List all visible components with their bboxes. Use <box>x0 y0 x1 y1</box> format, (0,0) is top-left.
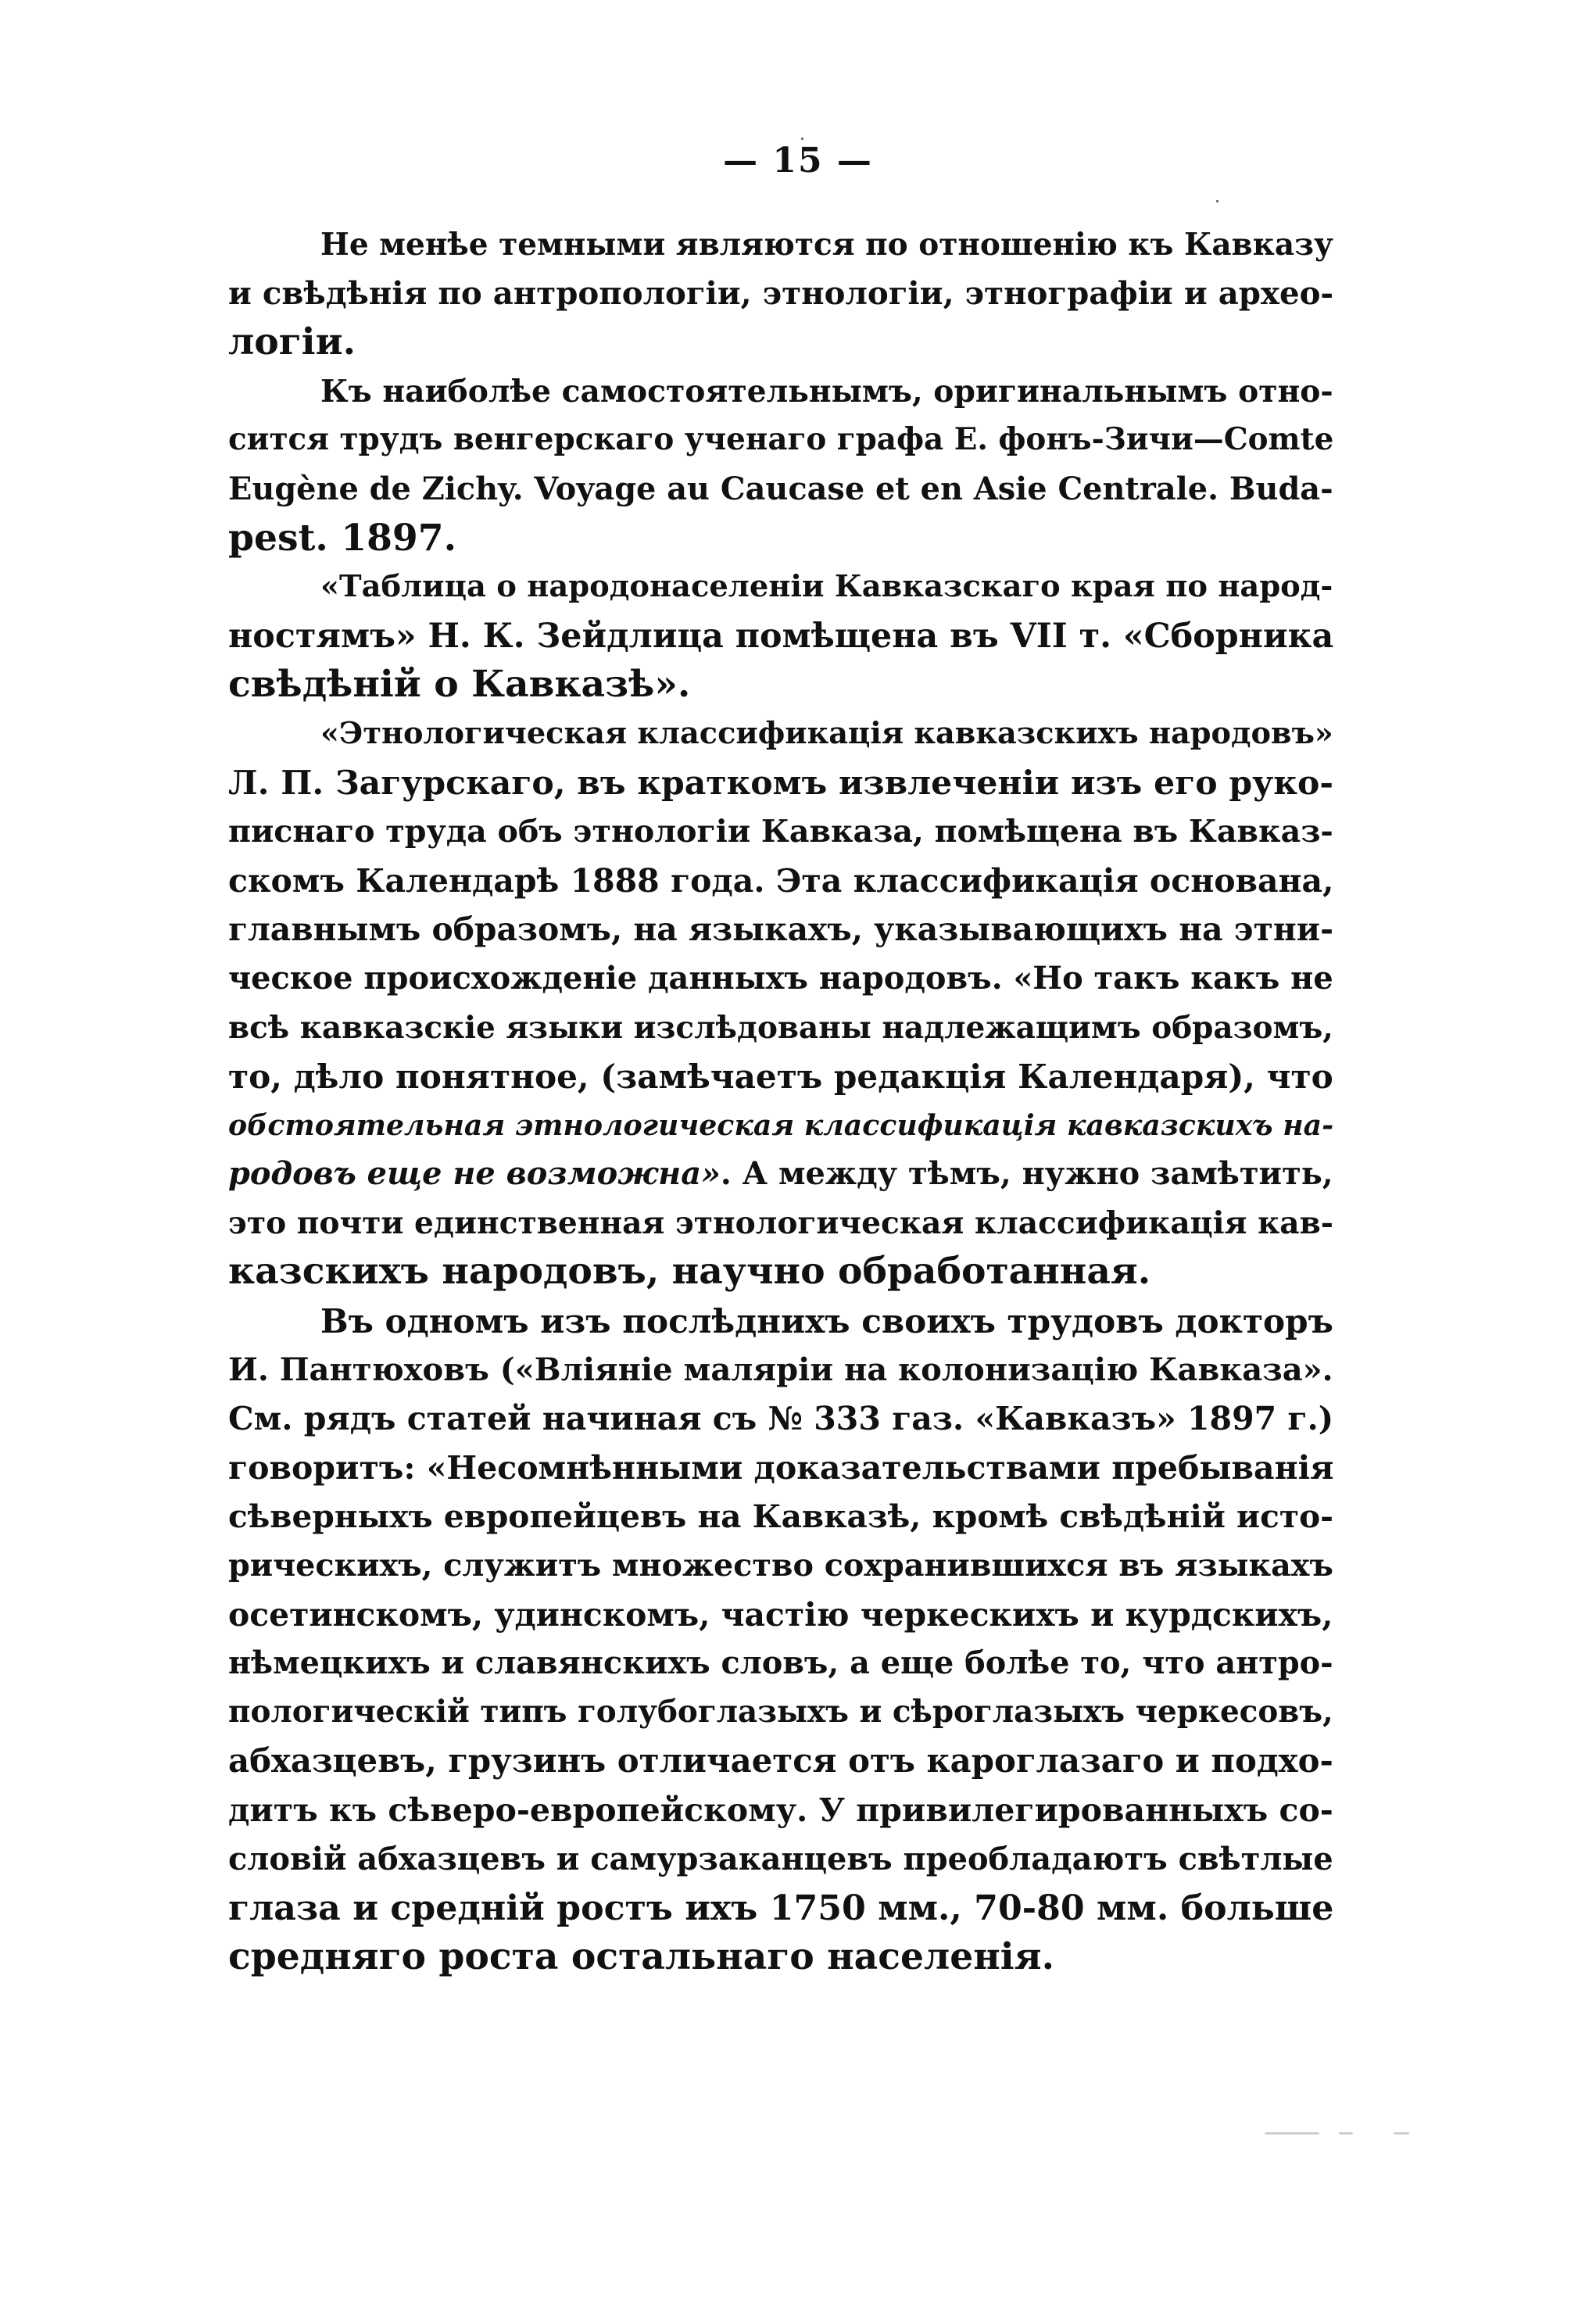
scan-mark <box>1394 2132 1409 2135</box>
text-line: Въ одномъ изъ послѣднихъ своихъ трудовъ докторъ <box>320 1301 1333 1341</box>
text-line: pest. 1897. <box>228 516 456 560</box>
text-line: «Таблица о народонаселеніи Кавказскаго края по народ- <box>320 569 1333 605</box>
body-text <box>228 220 1333 1981</box>
text-line: Къ наиболѣе самостоятельнымъ, оригинальнымъ отно- <box>320 373 1333 410</box>
text-line: главнымъ образомъ, на языкахъ, указывающихъ на этни- <box>228 911 1334 949</box>
text-line: сѣверныхъ европейцевъ на Кавказѣ, кромѣ свѣдѣній исто- <box>228 1498 1334 1536</box>
text-line: сится трудъ венгерскаго ученаго графа Е. фонъ-Зичи—Comte <box>228 422 1334 458</box>
italic-quote-line: обстоятельная этнологическая классификація кавказскихъ на- <box>228 1108 1334 1142</box>
italic-quote-fragment: родовъ еще не возможна» <box>228 1156 721 1193</box>
text-line: ческое происхожденіе данныхъ народовъ. «Но такъ какъ не <box>228 960 1333 997</box>
text-line: писнаго труда объ этнологіи Кавказа, помѣщена въ Кавказ- <box>228 814 1333 850</box>
text-fragment: . А между тѣмъ, нужно замѣтить, <box>720 1156 1333 1193</box>
text-line: то, дѣло понятное, (замѣчаетъ редакція Календаря), что <box>228 1057 1333 1097</box>
paragraph-5 <box>228 1297 1333 1981</box>
text-line: рическихъ, служитъ множество сохранившихся въ языкахъ <box>228 1548 1333 1584</box>
text-line: свѣдѣній о Кавказѣ». <box>228 663 691 707</box>
text-line: средняго роста остальнаго населенія. <box>228 1934 1055 1978</box>
scan-mark <box>1339 2132 1353 2135</box>
print-speck <box>1216 200 1218 202</box>
text-line: всѣ кавказскіе языки изслѣдованы надлежащимъ образомъ, <box>228 1009 1333 1046</box>
paragraph-1 <box>228 220 1333 367</box>
text-line: глаза и средній ростъ ихъ 1750 мм., 70-80 мм. больше <box>228 1888 1334 1929</box>
mixed-quote-line <box>228 1150 1333 1199</box>
text-line: абхазцевъ, грузинъ отличается отъ кароглазаго и подхо- <box>228 1741 1333 1781</box>
text-line: казскихъ народовъ, научно обработанная. <box>228 1250 1151 1294</box>
text-line: и свѣдѣнія по антропологіи, этнологіи, этнографіи и архео- <box>228 274 1334 312</box>
text-line: См. рядъ статей начиная съ № 333 газ. «Кавказъ» 1897 г.) <box>228 1400 1334 1438</box>
text-line: Не менѣе темными являются по отношенію къ Кавказу <box>320 227 1333 263</box>
print-speck <box>801 138 803 140</box>
scan-marks <box>1265 2132 1421 2137</box>
page-number: — 15 — <box>723 141 873 181</box>
text-line: осетинскомъ, удинскомъ, частію черкескихъ и курдскихъ, <box>228 1595 1333 1634</box>
scan-mark <box>1265 2132 1319 2135</box>
text-line: пологическій типъ голубоглазыхъ и сѣроглазыхъ черкесовъ, <box>228 1694 1333 1730</box>
paragraph-4 <box>228 710 1333 1297</box>
text-line: нѣмецкихъ и славянскихъ словъ, а еще болѣе то, что антро- <box>228 1645 1333 1682</box>
text-line: это почти единственная этнологическая классификація кав- <box>228 1204 1334 1241</box>
text-line: скомъ Календарѣ 1888 года. Эта классификація основана, <box>228 861 1334 900</box>
text-line: словій абхазцевъ и самурзаканцевъ преобладаютъ свѣтлые <box>228 1841 1333 1877</box>
paragraph-2 <box>228 367 1333 563</box>
text-line: Eugène de Zichy. Voyage au Caucase et en Asie Centrale. Buda- <box>228 471 1333 507</box>
text-line: говоритъ: «Несомнѣнными доказательствами пребыванія <box>228 1448 1334 1487</box>
text-line: логіи. <box>228 320 356 364</box>
text-line: Л. П. Загурскаго, въ краткомъ извлеченіи изъ его руко- <box>228 763 1333 803</box>
paragraph-3 <box>228 563 1333 710</box>
text-line: дитъ къ сѣверо-европейскому. У привилегированныхъ со- <box>228 1791 1333 1829</box>
text-line: ностямъ» Н. К. Зейдлица помѣщена въ VII т. «Сборника <box>228 616 1334 656</box>
text-line: «Этнологическая классификація кавказскихъ народовъ» <box>320 715 1333 751</box>
text-line: И. Пантюховъ («Вліяніе маляріи на колонизацію Кавказа». <box>228 1351 1333 1388</box>
